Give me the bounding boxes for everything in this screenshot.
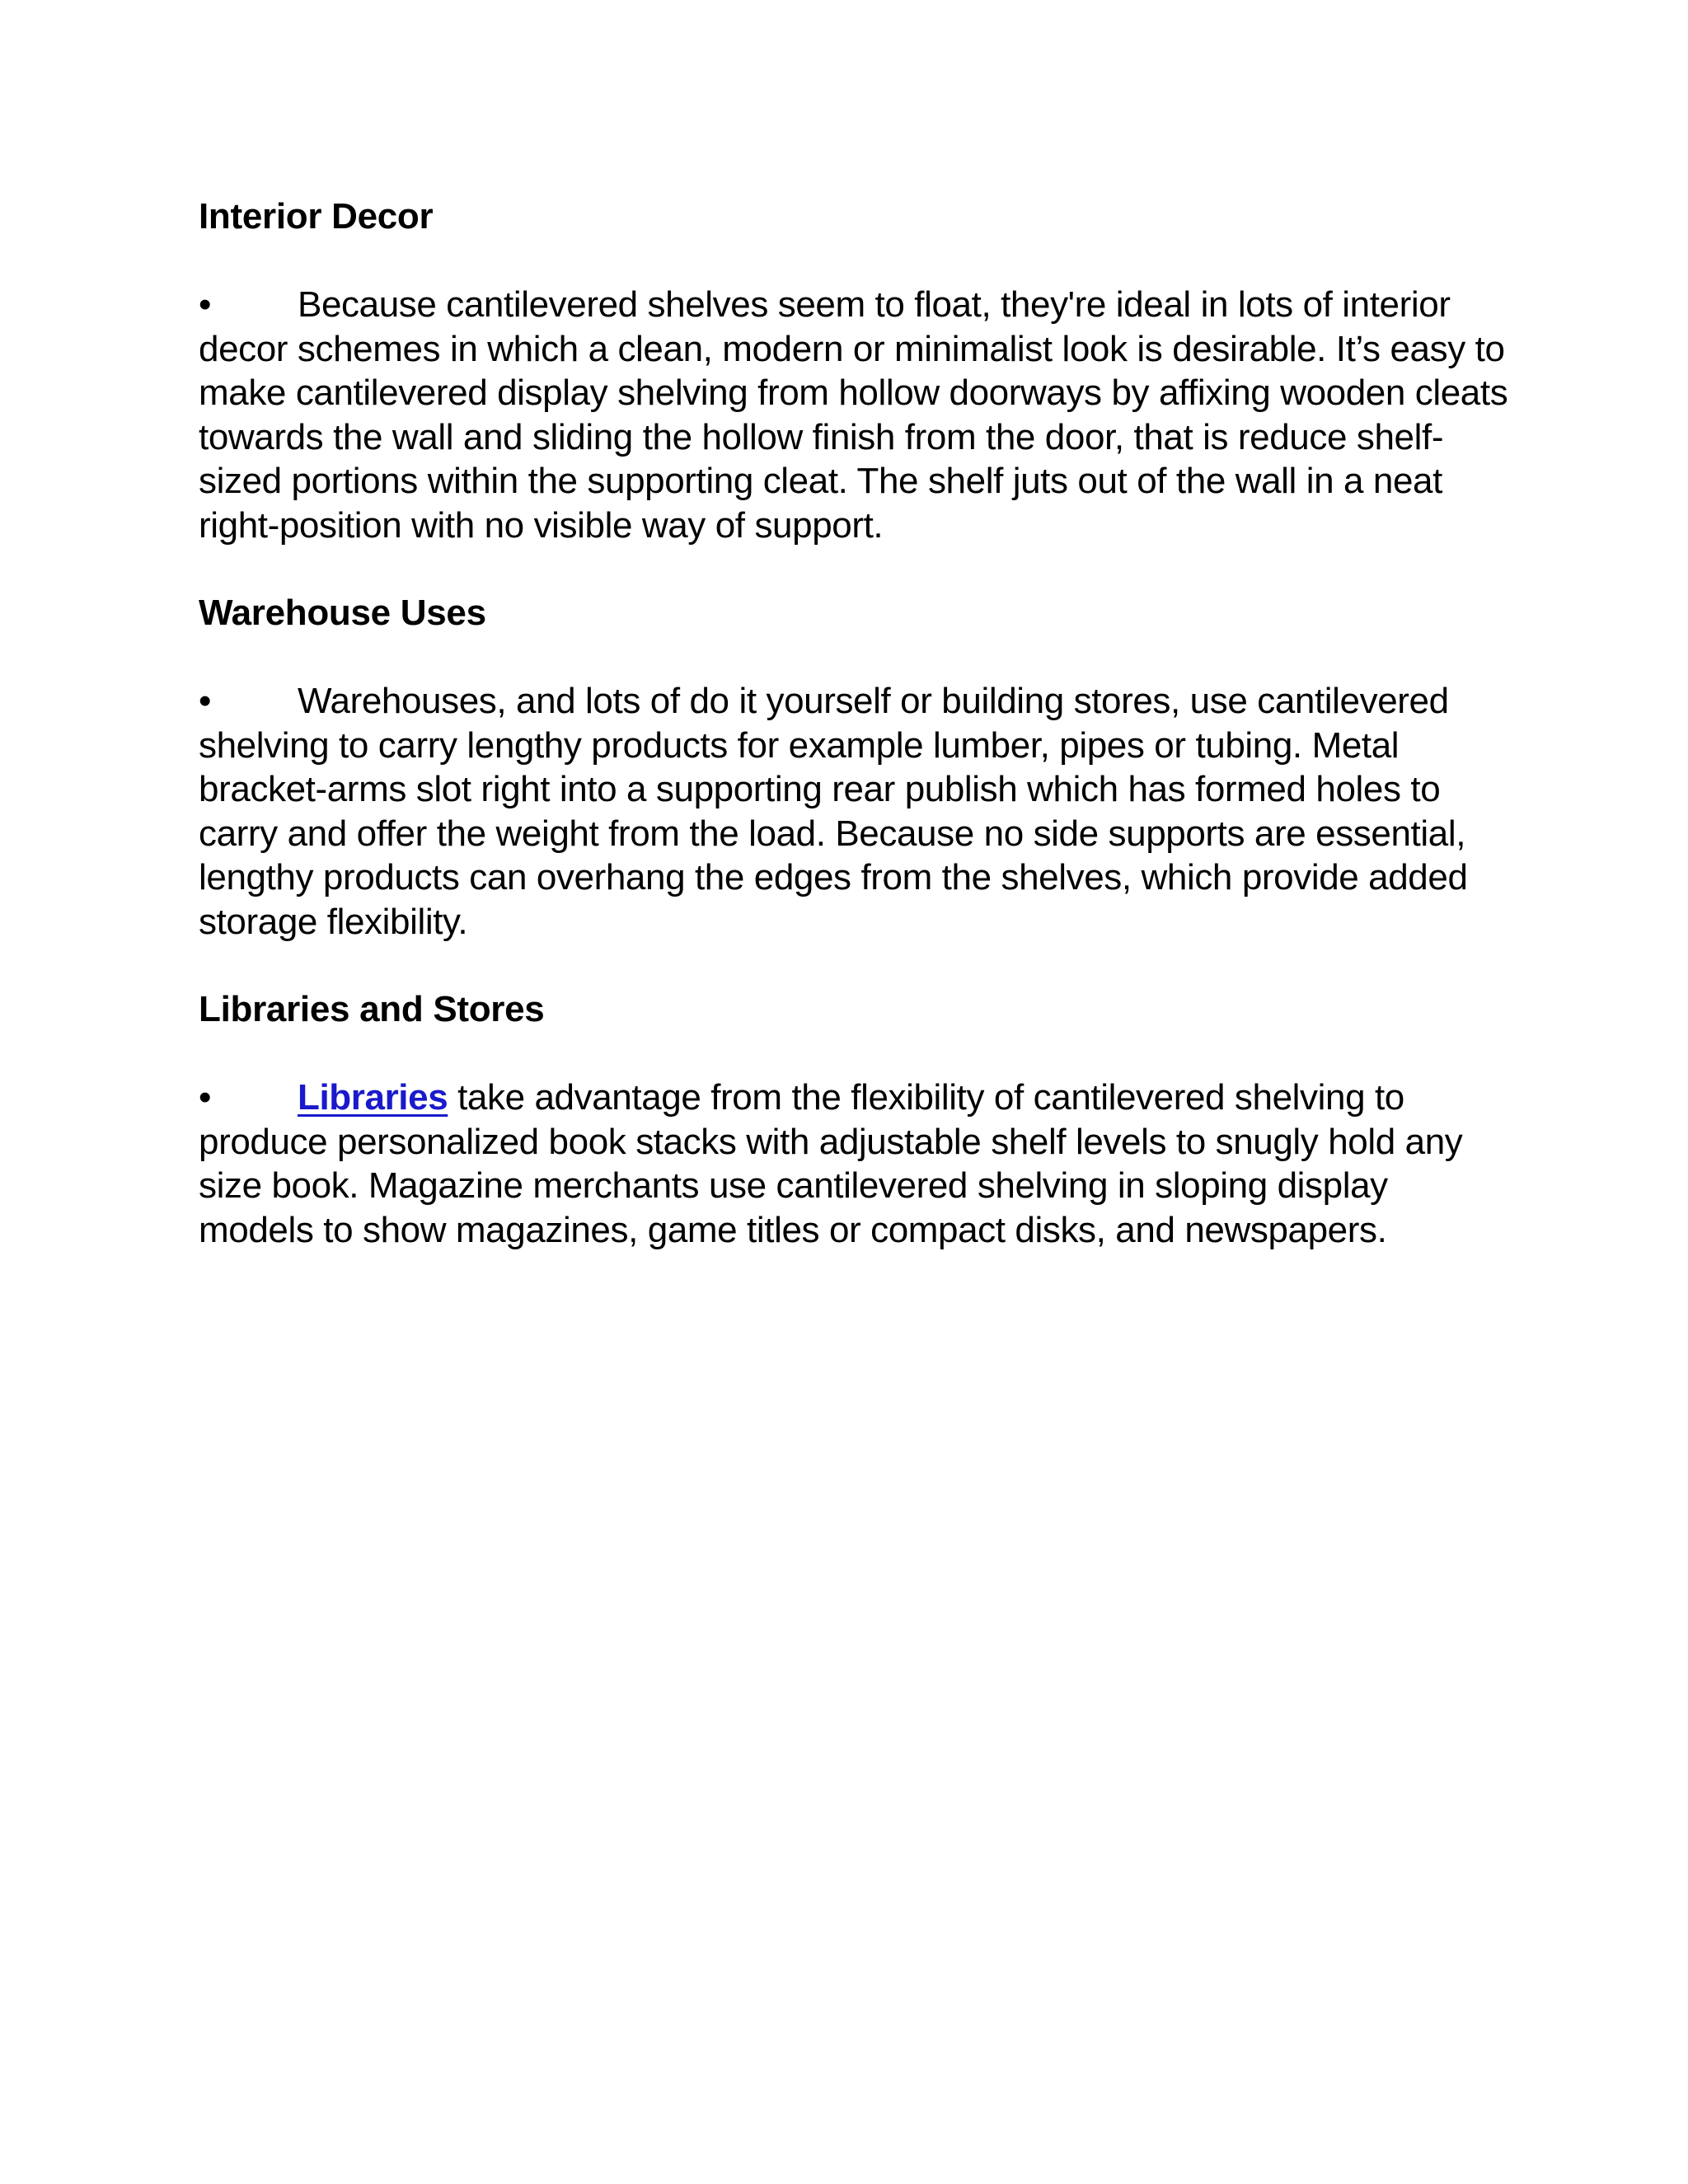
section-heading-warehouse-uses: Warehouse Uses [199, 593, 486, 633]
bullet-icon: • [199, 284, 212, 325]
paragraph-text: Warehouses, and lots of do it yourself or building stores, use cantilevered shelving to carry lengthy products for example lumber, pipes or tubing. Metal bracket-arms slot right into a supporting rear publish which has formed holes to carry and offer the weight from the load. Because no side supports are essential, lengthy products can overhang the edges from the shelves, which provide added storage flexibility. [199, 681, 1468, 942]
document-body [199, 194, 1509, 1252]
bullet-icon: • [199, 1077, 212, 1118]
section-paragraph-interior-decor [199, 283, 1509, 547]
paragraph-text: take advantage from the flexibility of cantilevered shelving to produce personalized book stacks with adjustable shelf levels to snugly hold any size book. Magazine merchants use cantilevered shelving in sloping display models to show magazines, game titles or compact disks, and newspapers. [199, 1077, 1463, 1250]
section-paragraph-warehouse-uses [199, 679, 1509, 944]
section-paragraph-libraries-and-stores [199, 1076, 1509, 1252]
libraries-link[interactable]: Libraries [298, 1077, 448, 1118]
section-heading-libraries-and-stores: Libraries and Stores [199, 989, 545, 1029]
section-heading-interior-decor: Interior Decor [199, 196, 434, 237]
paragraph-text: Because cantilevered shelves seem to float, they're ideal in lots of interior decor schemes in which a clean, modern or minimalist look is desirable. It’s easy to make cantilevered display shelving from hollow doorways by affixing wooden cleats towards the wall and sliding the hollow finish from the door, that is reduce shelf-sized portions within the supporting cleat. The shelf juts out of the wall in a neat right-position with no visible way of support. [199, 284, 1508, 546]
bullet-icon: • [199, 681, 212, 721]
